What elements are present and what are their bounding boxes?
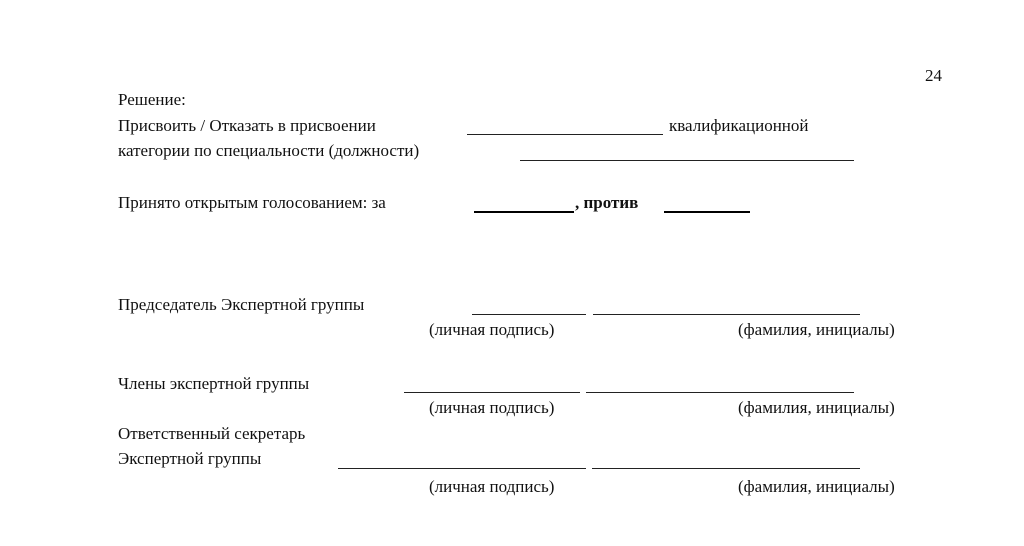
secretary-name-line[interactable] <box>592 468 860 469</box>
chairman-name-line[interactable] <box>593 314 860 315</box>
members-signature-caption: (личная подпись) <box>429 398 555 417</box>
members-signature-line[interactable] <box>404 392 580 393</box>
secretary-label-line1: Ответственный секретарь <box>118 424 306 443</box>
vote-against-label: , против <box>575 193 639 212</box>
secretary-signature-line[interactable] <box>338 468 586 469</box>
secretary-name-caption: (фамилия, инициалы) <box>738 477 895 496</box>
members-name-line[interactable] <box>586 392 854 393</box>
chairman-signature-line[interactable] <box>472 314 586 315</box>
decision-line1-suffix: квалификационной <box>669 116 809 135</box>
members-label: Члены экспертной группы <box>118 374 310 393</box>
decision-line2-text: категории по специальности (должности) <box>118 141 420 160</box>
chairman-signature-caption: (личная подпись) <box>429 320 555 339</box>
chairman-label: Председатель Экспертной группы <box>118 295 365 314</box>
secretary-signature-caption: (личная подпись) <box>429 477 555 496</box>
specialty-blank[interactable] <box>520 160 854 161</box>
members-name-caption: (фамилия, инициалы) <box>738 398 895 417</box>
chairman-name-caption: (фамилия, инициалы) <box>738 320 895 339</box>
secretary-label-line2: Экспертной группы <box>118 449 262 468</box>
decision-line1-text: Присвоить / Отказать в присвоении <box>118 116 376 135</box>
decision-heading: Решение: <box>118 90 186 109</box>
vote-for-blank[interactable] <box>474 211 574 213</box>
page-number: 24 <box>925 66 942 85</box>
vote-prefix: Принято открытым голосованием: за <box>118 193 386 212</box>
vote-against-blank[interactable] <box>664 211 750 213</box>
category-blank[interactable] <box>467 134 663 135</box>
